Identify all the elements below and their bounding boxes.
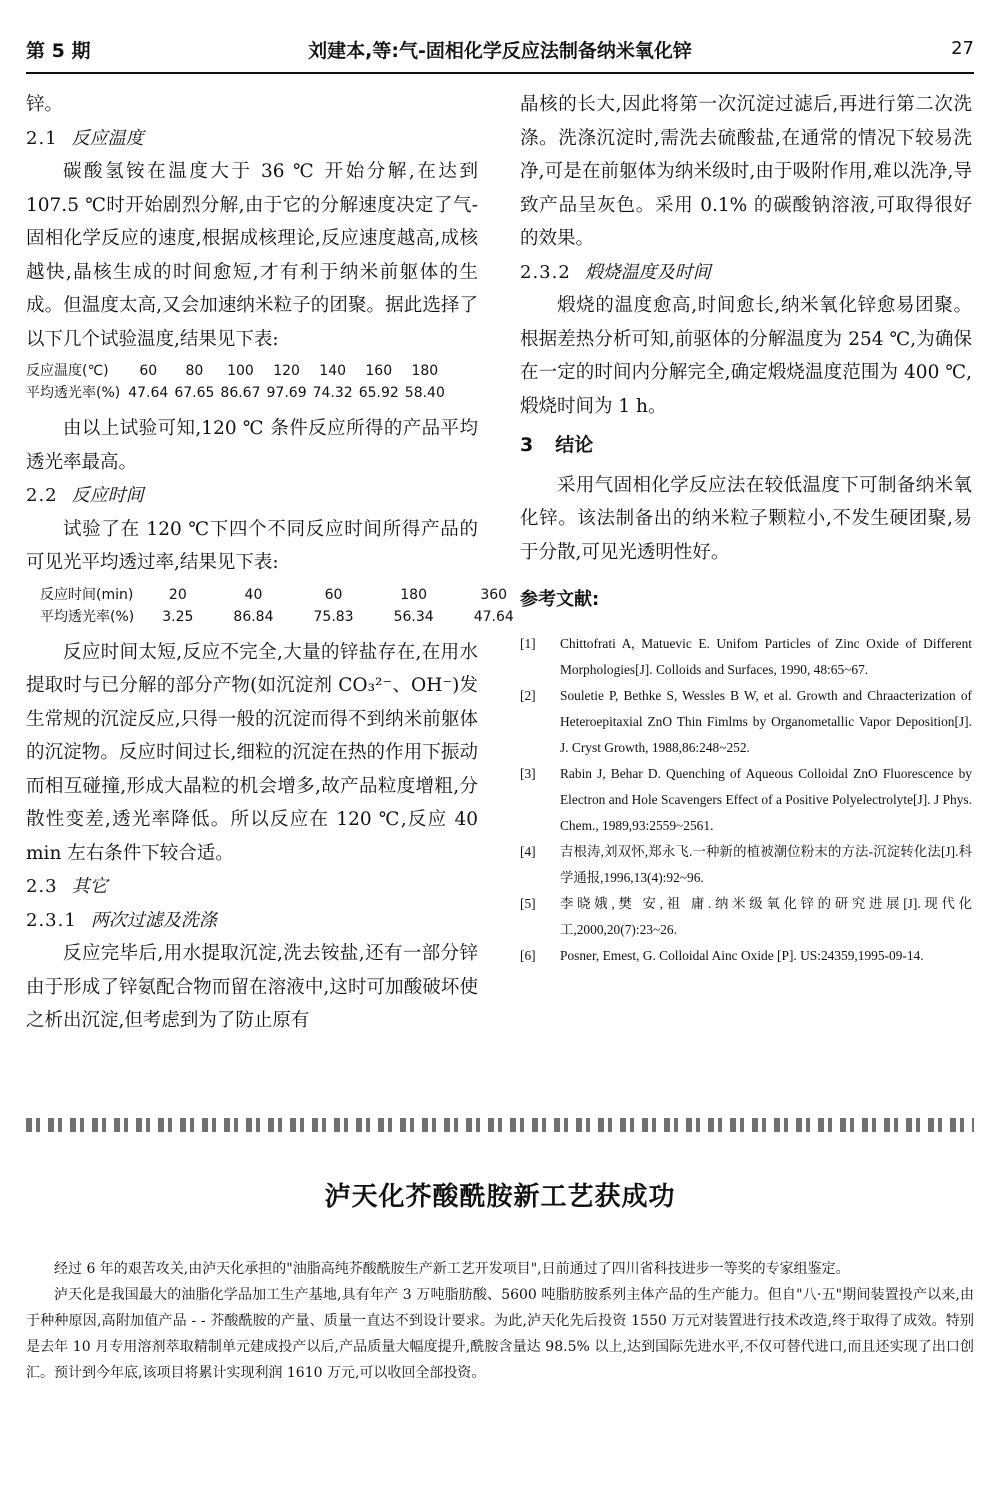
table-cell: 47.64: [128, 385, 169, 401]
section-number: 3: [520, 434, 534, 456]
reference-item: [520, 943, 972, 969]
table-cell: 86.67: [220, 385, 261, 401]
paragraph: 反应完毕后,用水提取沉淀,洗去铵盐,还有一部分锌由于形成了锌氨配合物而留在溶液中,这时可加酸破坏使之析出沉淀,但考虑到为了防止原有: [26, 943, 478, 1031]
table-row: [40, 584, 534, 606]
reference-item: [520, 683, 972, 761]
decorative-divider: [26, 1118, 974, 1132]
table-cell: 180: [400, 586, 427, 603]
table-row: [26, 382, 451, 404]
table-cell: 40: [244, 586, 263, 603]
section-title: 反应温度: [71, 127, 144, 149]
section-heading-2-3: [26, 870, 478, 904]
paragraph: 试验了在 120 ℃下四个不同反应时间所得产品的可见光平均透过率,结果见下表:: [26, 518, 478, 573]
table-cell: 100: [227, 363, 254, 379]
table-cell: 65.92: [358, 385, 399, 401]
news-body: [26, 1256, 974, 1386]
table-cell: 反应温度(℃): [26, 363, 109, 379]
paragraph: 经过 6 年的艰苦攻关,由泸天化承担的"油脂高纯芥酸酰胺生产新工艺开发项目",日前通过了四川省科技进步一等奖的专家组鉴定。: [54, 1261, 850, 1277]
table-cell: 60: [139, 363, 158, 379]
table-cell: 56.34: [393, 608, 434, 625]
page-number: 27: [951, 38, 974, 59]
running-header: [26, 32, 974, 74]
left-column: [26, 88, 514, 1038]
running-title: 刘建本,等:气-固相化学反应法制备纳米氧化锌: [308, 40, 692, 62]
table-cell: 97.69: [266, 385, 307, 401]
section-heading-2-3-2: [520, 256, 972, 290]
section-title: 反应时间: [71, 485, 144, 506]
table-cell: 80: [185, 363, 204, 379]
reference-number: [3]: [520, 765, 536, 781]
section-heading-2-3-1: [26, 904, 478, 938]
reference-item: [520, 839, 972, 891]
section-title: 煅烧温度及时间: [584, 261, 711, 283]
reference-item: [520, 631, 972, 683]
reference-number: [2]: [520, 687, 536, 703]
section-title: 其它: [71, 876, 108, 897]
reference-number: [1]: [520, 635, 536, 651]
table-cell: 160: [365, 363, 393, 379]
table-cell: 3.25: [162, 608, 194, 625]
table-cell: 74.32: [312, 385, 353, 401]
table-cell: 60: [324, 586, 343, 603]
reference-text: 李晓娥,樊 安,祖 庸.纳米级氧化锌的研究进展[J].现代化工,2000,20(7):23~26.: [560, 895, 972, 937]
section-title: 两次过滤及洗涤: [90, 909, 217, 931]
right-column: [520, 88, 972, 969]
paragraph: 锌。: [26, 94, 64, 115]
reference-text: Posner, Emest, G. Colloidal Ainc Oxide [P]. US:24359,1995-09-14.: [560, 947, 924, 963]
table-cell: 67.65: [174, 385, 215, 401]
paragraph: 碳酸氢铵在温度大于 36 ℃ 开始分解,在达到 107.5 ℃时开始剧烈分解,由于它的分解速度决定了气-固相化学反应的速度,根据成核理论,反应速度越高,成核越快,晶核生成的时间愈短,才有利于纳米前躯体的生成。但温度太高,又会加速纳米粒子的团聚。据此选择了以下几个试验温度,结果见下表:: [26, 161, 478, 350]
temperature-table: [26, 360, 451, 404]
references-heading: 参考文献:: [520, 589, 600, 610]
reaction-time-table: [40, 584, 534, 628]
table-cell: 86.84: [233, 608, 274, 625]
paragraph: 由以上试验可知,120 ℃ 条件反应所得的产品平均透光率最高。: [26, 418, 478, 473]
table-cell: 180: [411, 363, 439, 379]
paragraph: 煅烧的温度愈高,时间愈长,纳米氧化锌愈易团聚。根据差热分析可知,前驱体的分解温度为 254 ℃,为确保在一定的时间内分解完全,确定煅烧温度范围为 400 ℃,煅烧时间为 1 h。: [520, 295, 972, 417]
table-cell: 140: [319, 363, 347, 379]
section-number: 2.1: [26, 127, 58, 149]
reference-number: [6]: [520, 947, 536, 963]
reference-list: [520, 631, 972, 969]
table-cell: 反应时间(min): [40, 586, 134, 603]
table-row: [40, 606, 534, 628]
section-number: 2.3: [26, 876, 58, 897]
table-cell: 120: [273, 363, 300, 379]
table-cell: 75.83: [313, 608, 354, 625]
paragraph: 反应时间太短,反应不完全,大量的锌盐存在,在用水提取时与已分解的部分产物(如沉淀剂 CO₃²⁻、OH⁻)发生常规的沉淀反应,只得一般的沉淀而得不到纳米前躯体的沉淀物。反应时间过长,细粒的沉淀在热的作用下振动而相互碰撞,形成大晶粒的机会增多,故产品粒度增粗,分散性变差,透光率降低。所以反应在 120 ℃,反应 40 min 左右条件下较合适。: [26, 641, 478, 864]
table-cell: 20: [168, 586, 187, 603]
section-number: 2.3.2: [520, 261, 571, 283]
reference-text: 吉根涛,刘双怀,郑永飞.一种新的植被潮位粉末的方法-沉淀转化法[J].科学通报,1996,13(4):92~96.: [560, 843, 972, 885]
reference-item: [520, 891, 972, 943]
section-number: 2.2: [26, 485, 58, 506]
section-title: 结论: [555, 434, 594, 456]
section-number: 2.3.1: [26, 909, 77, 931]
table-cell: 360: [480, 586, 508, 603]
paragraph: 采用气固相化学反应法在较低温度下可制备纳米氧化锌。该法制备出的纳米粒子颗粒小,不发生硬团聚,易于分散,可见光透明性好。: [520, 474, 972, 563]
paragraph: 泸天化是我国最大的油脂化学品加工生产基地,具有年产 3 万吨脂肪酸、5600 吨脂肪胺系列主体产品的生产能力。但自"八·五"期间装置投产以来,由于种种原因,高附加值产品 - - 芥酸酰胺的产量、质量一直达不到设计要求。为此,泸天化先后投资 1550 万元对装置进行技术改造,终于取得了成效。特别是去年 10 月专用溶剂萃取精制单元建成投产以后,产品质量大幅度提升,酰胺含量达 98.5% 以上,达到国际先进水平,不仅可替代进口,而且还实现了出口创汇。预计到今年底,该项目将累计实现利润 1610 万元,可以收回全部投资。: [26, 1287, 974, 1381]
reference-text: Rabin J, Behar D. Quenching of Aqueous Colloidal ZnO Fluorescence by Electron and Hole Scavengers Effect of a Positive Polyelectrolyte[J]. J Phys. Chem., 1989,93:2559~2561.: [560, 765, 972, 833]
table-cell: 58.40: [404, 385, 445, 401]
reference-number: [5]: [520, 895, 536, 911]
table-cell: 47.64: [473, 608, 514, 625]
section-heading-3: [520, 429, 972, 463]
paragraph: 晶核的长大,因此将第一次沉淀过滤后,再进行第二次洗涤。洗涤沉淀时,需洗去硫酸盐,在通常的情况下较易洗净,可是在前躯体为纳米级时,由于吸附作用,难以洗净,导致产品呈灰色。采用 0.1% 的碳酸钠溶液,可取得很好的效果。: [520, 94, 972, 249]
reference-text: Chittofrati A, Matuevic E. Unifom Particles of Zinc Oxide of Different Morphologies[J]. Colloids and Surfaces, 1990, 48:65~67.: [560, 635, 972, 677]
section-heading-2-2: [26, 479, 478, 513]
issue-number: 第 5 期: [26, 40, 91, 62]
reference-text: Souletie P, Bethke S, Wessles B W, et al. Growth and Chraacterization of Heteroepitaxial ZnO Thin Fimlms by Organometallic Vapor Deposition[J]. J. Cryst Growth, 1988,86:248~252.: [560, 687, 972, 755]
table-cell: 平均透光率(%): [26, 385, 121, 401]
table-row: [26, 360, 451, 382]
news-title: 泸天化芥酸酰胺新工艺获成功: [324, 1182, 676, 1212]
section-heading-2-1: [26, 122, 478, 156]
table-cell: 平均透光率(%): [40, 608, 135, 625]
reference-item: [520, 761, 972, 839]
reference-number: [4]: [520, 843, 536, 859]
